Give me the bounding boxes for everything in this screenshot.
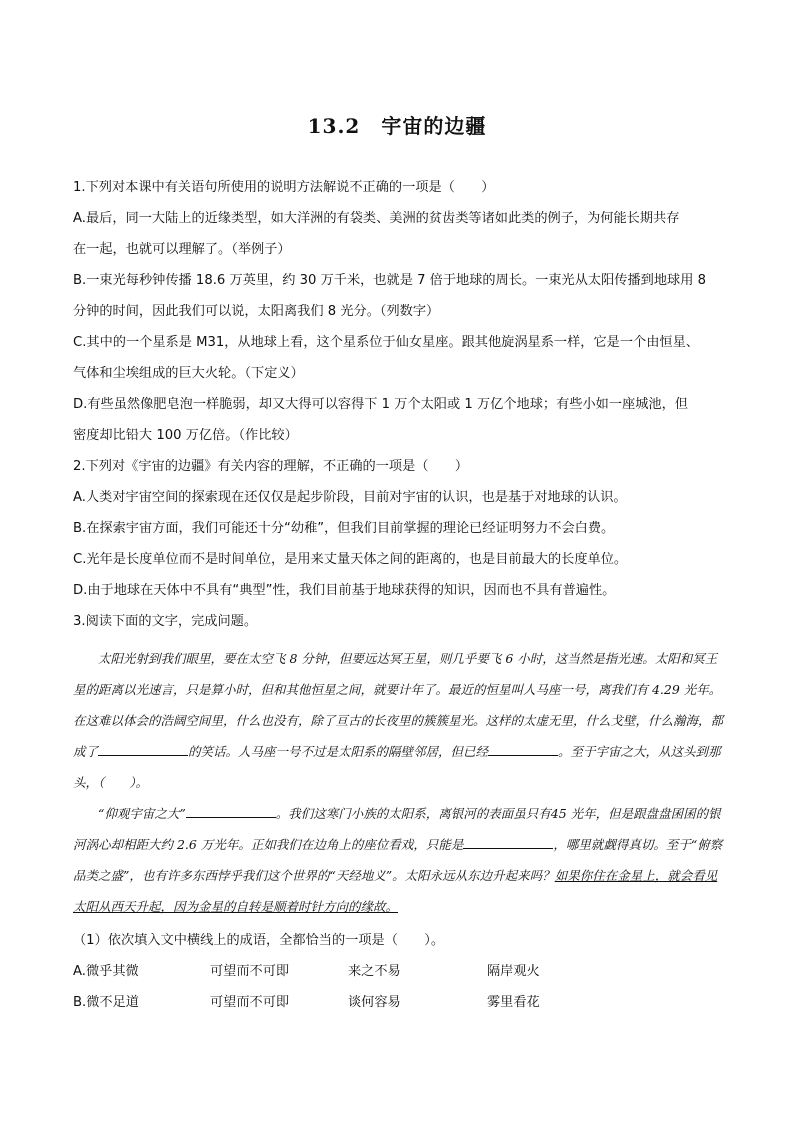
passage-text: 的笑话。人马座一号不过是太阳系的隔壁邻居，但已经 [188, 744, 489, 759]
underlined-sentence: 如果你住在金星上，就会看见太阳从西天升起，因为金星的自转是顺着时针方向的缘故。 [73, 868, 718, 914]
question-1-option-c-line-1: C.其中的一个星系是 M31，从地球上看，这个星系位于仙女星座。跟其他旋涡星系一样，它是一个由恒星、 [73, 335, 699, 350]
question-2-option-b: B.在探索宇宙方面，我们可能还十分“幼稚”，但我们目前掌握的理论已经证明努力不会白费。 [73, 521, 615, 536]
question-1-option-b-line-2: 分钟的时间，因此我们可以说，太阳离我们 8 光分。（列数字） [73, 304, 440, 319]
passage-text: 。我们这寒门小族的太阳系，离银河的表面虽只有45 光年，但是跟盘盘囷囷的银河涡心却相距大约 2.6 万光年。正如我们在边角上的座位看戏，只能是 [73, 806, 721, 852]
question-2-stem: 2.下列对《宇宙的边疆》有关内容的理解，不正确的一项是（ ） [73, 459, 469, 474]
question-1-option-a-line-1: A.最后，同一大陆上的近缘类型，如大洋洲的有袋类、美洲的贫齿类等诸如此类的例子，为何能长期共存 [73, 211, 680, 226]
question-1-option-c-line-2: 气体和尘埃组成的巨大火轮。（下定义） [73, 366, 304, 381]
option-a-choice-3: 来之不易 [348, 964, 401, 979]
option-a-choice-4: 隔岸观火 [487, 964, 540, 979]
page-title: 13.2 宇宙的边疆 [307, 114, 487, 138]
question-2-option-c: C.光年是长度单位而不是时间单位，是用来丈量天体之间的距离的，也是目前最大的长度单位。 [73, 552, 628, 567]
passage-text: ，哪里就觑得真切。至于“俯察品类之盛”，也有许多东西悖乎我们这个世界的“天经地义”。太阳永远从东边升起来吗？ [73, 837, 723, 883]
option-b-choice-2: 可望而不可即 [210, 995, 290, 1010]
passage-text: 。至于宇宙之大，从这头到那头，（ ）。 [73, 744, 721, 790]
question-1-option-d-line-1: D.有些虽然像肥皂泡一样脆弱，却又大得可以容得下 1 万个太阳或 1 万亿个地球；有些小如一座城池，但 [73, 397, 688, 412]
question-1-option-b-line-1: B.一束光每秒钟传播 18.6 万英里，约 30 万千米，也就是 7 倍于地球的周长。一束光从太阳传播到地球用 8 [73, 273, 707, 288]
passage-paragraph-1 [73, 643, 723, 798]
option-b-choice-1: B.微不足道 [73, 995, 139, 1010]
question-1-stem: 1.下列对本课中有关语句所使用的说明方法解说不正确的一项是（ ） [73, 180, 495, 195]
option-a-choice-2: 可望而不可即 [210, 964, 290, 979]
option-b-choice-3: 谈何容易 [348, 995, 401, 1010]
answer-blank [186, 803, 276, 818]
reading-passage [73, 643, 723, 922]
answer-blank [463, 834, 553, 849]
passage-text: 太阳光射到我们眼里，要在太空飞 8 分钟，但要远达冥王星，则几乎要飞 6 小时，这当然是指光速。太阳和冥王星的距离以光速言，只是算小时，但和其他恒星之间，就要计年了。最近的恒星叫人马座一号，离我们有 4.29 光年。在这难以体会的浩阔空间里，什么也没有，除了亘古的长夜里的簇簇星光。这样的太虚无里，什么戈壁，什么瀚海，都成了 [73, 651, 724, 759]
question-1-option-d-line-2: 密度却比铅大 100 万亿倍。（作比较） [73, 428, 298, 443]
question-1-option-a-line-2: 在一起，也就可以理解了。（举例子） [73, 242, 291, 257]
option-a-choice-1: A.微乎其微 [73, 964, 139, 979]
option-b-choice-4: 雾里看花 [487, 995, 540, 1010]
passage-text: “仰观宇宙之大” [98, 806, 186, 821]
question-2-option-a: A.人类对宇宙空间的探索现在还仅仅是起步阶段，目前对宇宙的认识，也是基于对地球的认识。 [73, 490, 627, 505]
answer-blank [98, 741, 188, 756]
question-2-option-d: D.由于地球在天体中不具有“典型”性，我们目前基于地球获得的知识，因而也不具有普遍性。 [73, 583, 616, 598]
passage-paragraph-2 [73, 798, 723, 922]
question-3-stem: 3.阅读下面的文字，完成问题。 [73, 614, 258, 629]
answer-blank [488, 741, 558, 756]
question-3-sub-1: （1）依次填入文中横线上的成语，全都恰当的一项是（ ）。 [73, 933, 445, 948]
